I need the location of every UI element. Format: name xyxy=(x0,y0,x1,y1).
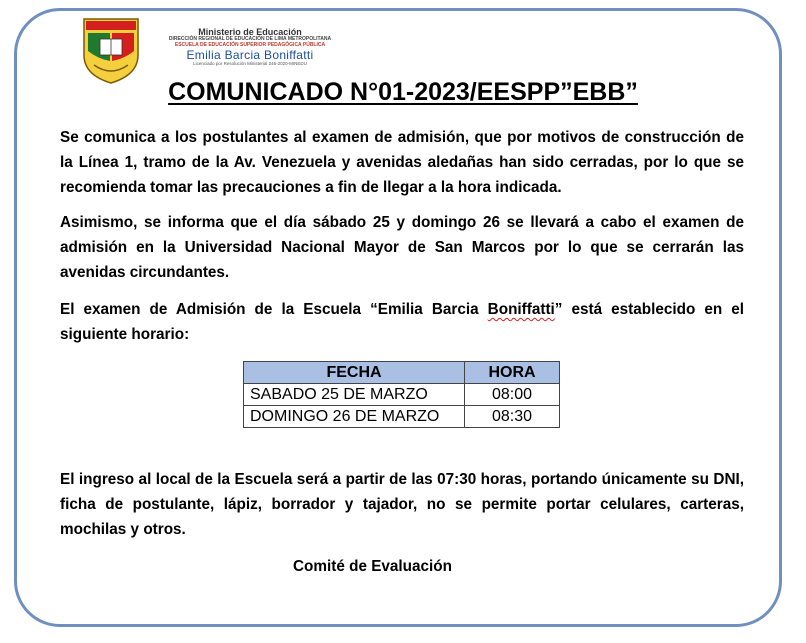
column-header-fecha: FECHA xyxy=(244,362,465,384)
ministry-header xyxy=(150,28,350,66)
column-header-hora: HORA xyxy=(465,362,560,384)
cell-fecha: SABADO 25 DE MARZO xyxy=(244,384,465,406)
table-header-row xyxy=(244,362,560,384)
table-row xyxy=(244,384,560,406)
signature-committee: Comité de Evaluación xyxy=(293,558,452,575)
direccion-regional: DIRECCIÓN REGIONAL DE EDUCACIÓN DE LIMA METROPOLITANA xyxy=(168,36,332,43)
paragraph-exam-location: Asimismo, se informa que el día sábado 25 y domingo 26 se llevará a cabo el examen de admisión en la Universidad Nacional Mayor de San Marcos por lo que se cerrarán las avenidas circundantes. xyxy=(60,214,744,281)
table-row xyxy=(244,406,560,428)
ministry-name: Ministerio de Educación xyxy=(198,27,302,37)
school-type: ESCUELA DE EDUCACIÓN SUPERIOR PEDAGÓGICA PÚBLICA xyxy=(174,41,326,48)
school-name: Emilia Barcia Boniffatti xyxy=(186,47,314,62)
license-note: Licenciado por Resolución Ministerial 246-2020-MINEDU xyxy=(193,60,307,66)
school-crest-logo xyxy=(80,15,142,85)
document-title xyxy=(0,78,806,107)
schedule-intro-part2: ” está establecido en el siguiente horario: xyxy=(60,301,744,343)
paragraph-construction-notice: Se comunica a los postulantes al examen de admisión, que por motivos de construcción de la Línea 1, tramo de la Av. Venezuela y avenidas aledañas han sido cerradas, por lo que se recomienda tomar las precauciones a fin de llegar a la hora indicada. xyxy=(60,129,744,196)
cell-fecha: DOMINGO 26 DE MARZO xyxy=(244,406,465,428)
paragraph-entry-instructions: El ingreso al local de la Escuela será a partir de las 07:30 horas, portando únicamente su DNI, ficha de postulante, lápiz, borrador y tajador, no se permite portar celulares, carteras, mochilas y otros. xyxy=(60,471,744,538)
paragraph-schedule-intro xyxy=(60,297,744,347)
cell-hora: 08:30 xyxy=(465,406,560,428)
title-text: COMUNICADO N°01-2023/EESPP”EBB” xyxy=(168,78,638,106)
cell-hora: 08:00 xyxy=(465,384,560,406)
schedule-intro-part1: El examen de Admisión de la Escuela “Emilia Barcia xyxy=(60,301,488,318)
schedule-table xyxy=(243,361,560,428)
school-surname: Boniffatti xyxy=(487,301,555,318)
